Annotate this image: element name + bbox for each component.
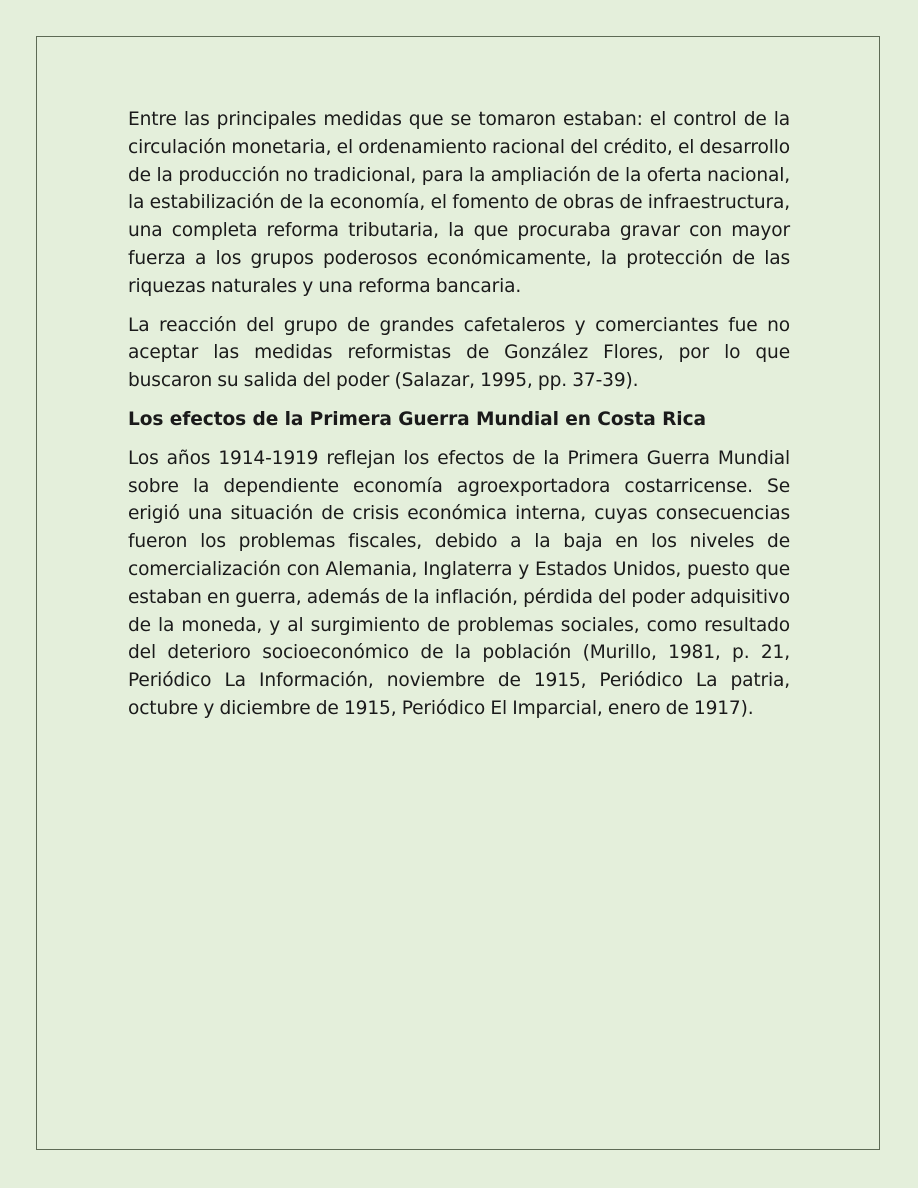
section-heading: Los efectos de la Primera Guerra Mundial en Costa Rica <box>128 408 706 430</box>
paragraph-war-effects: Los años 1914-1919 reflejan los efectos de la Primera Guerra Mundial sobre la dependiente economía agroexportadora costarricense. Se erigió una situación de crisis económica interna, cuyas consecuencias fueron los problemas fiscales, debido a la baja en los niveles de comercialización con Alemania, Inglaterra y Estados Unidos, puesto que estaban en guerra, además de la inflación, pérdida del poder adquisitivo de la moneda, y al surgimiento de problemas sociales, como resultado del deterioro socioeconómico de la población (Murillo, 1981, p. 21, Periódico La Información, noviembre de 1915, Periódico La patria, octubre y diciembre de 1915, Periódico El Imparcial, enero de 1917). <box>128 447 790 719</box>
paragraph-reform-measures: Entre las principales medidas que se tomaron estaban: el control de la circulación monetaria, el ordenamiento racional del crédito, el desarrollo de la producción no tradicional, para la ampliación de la oferta nacional, la estabilización de la economía, el fomento de obras de infraestructura, una completa reforma tributaria, la que procuraba gravar con mayor fuerza a los grupos poderosos económicamente, la protección de las riquezas naturales y una reforma bancaria. <box>128 109 790 297</box>
document-body <box>128 106 790 734</box>
paragraph-coffee-growers-reaction: La reacción del grupo de grandes cafetaleros y comerciantes fue no aceptar las medidas reformistas de González Flores, por lo que buscaron su salida del poder (Salazar, 1995, pp. 37-39). <box>128 314 790 392</box>
